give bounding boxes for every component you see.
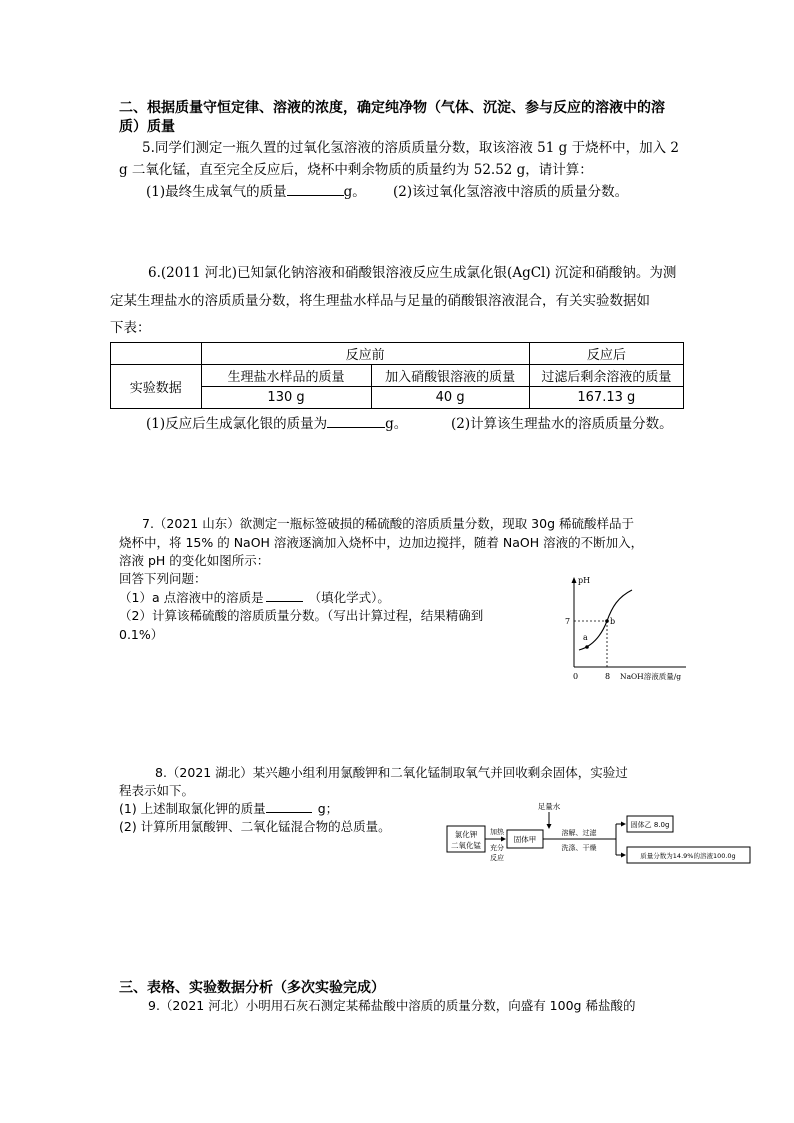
graph-origin: 0 [573, 672, 579, 681]
table-corner-cell [111, 343, 202, 365]
q6-answer-blank[interactable] [327, 414, 385, 428]
q6-sub1-unit: g。 [385, 416, 408, 432]
flow-arrow-1-head [501, 837, 506, 842]
table-header-before: 反应前 [201, 343, 529, 365]
flow-cond2-line1: 溶解、过滤 [561, 829, 597, 837]
q7-answer-blank[interactable] [266, 588, 303, 602]
q6-sub2: (2)计算该生理盐水的溶质质量分数。 [451, 416, 673, 432]
flow-cond2-line2: 洗涤、干燥 [561, 844, 597, 852]
q8-flow-diagram [442, 798, 756, 870]
q7-sub1-text: （1）a 点溶液中的溶质是 [119, 590, 264, 605]
flow-cond1-line1: 加热 [490, 828, 504, 836]
q7-ph-graph [560, 573, 700, 685]
flow-water-label: 足量水 [537, 802, 561, 811]
flow-solid-b-label: 固体乙 8.0g [630, 821, 670, 829]
q5-sub1 [146, 180, 366, 200]
q7-sub2-line2: 0.1%） [119, 627, 164, 642]
flow-water-arrow-head [547, 824, 552, 829]
q7-line3: 溶液 pH 的变化如图所示： [119, 553, 270, 568]
graph-label-a: a [583, 633, 588, 642]
graph-x-tick: 8 [605, 672, 611, 681]
section2-heading-line1: 二、根据质量守恒定律、溶液的浓度，确定纯净物（气体、沉淀、参与反应的溶液中的溶 [119, 100, 665, 116]
q8-sub1-unit: g； [317, 801, 339, 816]
flow-branch-upper-head [621, 822, 626, 827]
q6-data-table [110, 342, 684, 409]
graph-point-a [585, 645, 589, 649]
graph-x-label: NaOH溶液质量/g [620, 672, 682, 681]
table-col1-header: 生理盐水样品的质量 [201, 365, 371, 387]
q8-sub1 [119, 799, 338, 817]
q5-answer-blank[interactable] [287, 182, 344, 196]
q5-line1: 5.同学们测定一瓶久置的过氧化氢溶液的溶质质量分数，取该溶液 51 g 于烧杯中，加入 2 [142, 140, 679, 156]
graph-y-tick: 7 [565, 617, 571, 626]
q6-line1: 6.(2011 河北)已知氯化钠溶液和硝酸银溶液反应生成氯化银(AgCl) 沉淀和硝酸钠。为测 [148, 265, 677, 281]
q7-sub1 [119, 588, 390, 606]
graph-label-b: b [610, 617, 616, 626]
flow-solution-label: 质量分数为14.9%的溶液100.0g [640, 852, 736, 860]
q6-sub1 [146, 412, 407, 432]
q7-sub2-line1: （2）计算该稀硫酸的溶质质量分数。（写出计算过程，结果精确到 [119, 608, 484, 623]
section3-heading: 三、表格、实验数据分析（多次实验完成） [119, 980, 385, 996]
flow-solid-a-label: 固体甲 [513, 835, 537, 844]
table-col2-header: 加入硝酸银溶液的质量 [371, 365, 529, 387]
graph-y-arrow [572, 577, 577, 583]
q7-line4: 回答下列问题： [119, 571, 207, 586]
q6-line3: 下表： [110, 320, 151, 336]
table-value-2: 40 g [371, 387, 529, 409]
flow-cond1-line2: 充分 [490, 844, 504, 852]
graph-y-label: pH [578, 576, 591, 585]
q5-line2: g 二氧化锰，直至完全反应后，烧杯中剩余物质的质量约为 52.52 g，请计算： [119, 162, 593, 178]
table-value-3: 167.13 g [529, 387, 683, 409]
q5-sub2: (2)该过氧化氢溶液中溶质的质量分数。 [393, 184, 629, 200]
table-col3-header: 过滤后剩余溶液的质量 [529, 365, 683, 387]
flow-start-line1: 氯化钾 [454, 830, 478, 839]
q5-sub1-text: (1)最终生成氧气的质量 [146, 184, 287, 200]
q6-line2: 定某生理盐水的溶质质量分数，将生理盐水样品与足量的硝酸银溶液混合，有关实验数据如 [110, 293, 650, 309]
q8-sub2: (2) 计算所用氯酸钾、二氧化锰混合物的总质量。 [119, 819, 391, 834]
q5-sub1-unit: g。 [343, 184, 366, 200]
flow-start-line2: 二氧化锰 [451, 841, 481, 850]
q8-line1: 8.（2021 湖北）某兴趣小组利用氯酸钾和二氧化锰制取氧气并回收剩余固体，实验过 [155, 765, 628, 780]
flow-branch-lower-head [621, 853, 626, 858]
q7-sub1-hint: （填化学式）。 [308, 590, 390, 605]
q7-line2: 烧杯中，将 15% 的 NaOH 溶液逐滴加入烧杯中，边加边搅拌，随着 NaOH 溶液的不断加入， [119, 535, 644, 550]
q8-sub1-text: (1) 上述制取氯化钾的质量 [119, 801, 266, 816]
q9-line1: 9.（2021 河北）小明用石灰石测定某稀盐酸中溶质的质量分数，向盛有 100g 稀盐酸的 [148, 998, 636, 1013]
flow-cond1-line3: 反应 [490, 854, 504, 862]
table-row-label: 实验数据 [111, 365, 202, 409]
q8-line2: 程表示如下。 [119, 783, 195, 798]
graph-point-b [605, 619, 609, 623]
q7-line1: 7.（2021 山东）欲测定一瓶标签破损的稀硫酸的溶质质量分数，现取 30g 稀硫酸样品于 [142, 516, 634, 531]
q6-sub1-text: (1)反应后生成氯化银的质量为 [146, 416, 328, 432]
q8-answer-blank[interactable] [266, 799, 312, 813]
table-header-after: 反应后 [529, 343, 683, 365]
section2-heading-line2: 质）质量 [119, 119, 175, 135]
table-value-1: 130 g [201, 387, 371, 409]
